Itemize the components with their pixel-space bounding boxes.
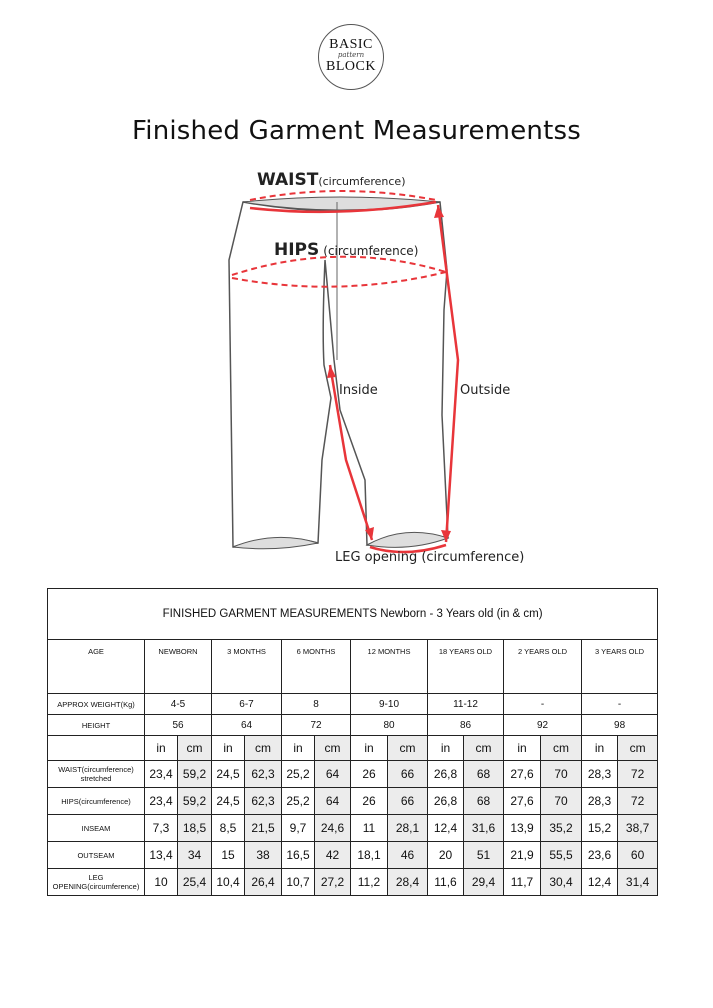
pants-diagram: [0, 160, 713, 580]
age-column-header: 3 YEARS OLD: [582, 640, 658, 694]
outside-label: Outside: [460, 383, 511, 398]
table-row: [48, 869, 658, 896]
logo-text-script: pattern: [337, 51, 365, 59]
measure-value: 24,5: [212, 761, 245, 788]
age-column-header: 18 YEARS OLD: [428, 640, 504, 694]
measure-value: 16,5: [282, 842, 315, 869]
height-cell: 86: [428, 715, 504, 736]
height-cell: 56: [145, 715, 212, 736]
measure-value: 24,6: [315, 815, 351, 842]
measure-value: 11,2: [351, 869, 388, 896]
measure-value: 21,5: [245, 815, 282, 842]
measure-value: 10,4: [212, 869, 245, 896]
measure-value: 8,5: [212, 815, 245, 842]
logo-text-top: BASIC: [329, 37, 373, 52]
unit-in: in: [212, 736, 245, 761]
age-column-header: 3 MONTHS: [212, 640, 282, 694]
measure-value: 51: [464, 842, 504, 869]
measure-value: 28,4: [388, 869, 428, 896]
weight-label: APPROX WEIGHT(Kg): [48, 694, 145, 715]
table-row: [48, 842, 658, 869]
measure-value: 55,5: [541, 842, 582, 869]
measure-value: 46: [388, 842, 428, 869]
measure-value: 18,5: [178, 815, 212, 842]
measure-value: 26: [351, 761, 388, 788]
measure-value: 28,1: [388, 815, 428, 842]
logo-text-bottom: BLOCK: [326, 59, 376, 74]
page-title: Finished Garment Measurementss: [132, 116, 581, 146]
measure-value: 23,4: [145, 788, 178, 815]
hips-label: HIPS (circumference): [274, 240, 419, 260]
unit-in: in: [504, 736, 541, 761]
measure-value: 42: [315, 842, 351, 869]
measure-value: 11,6: [428, 869, 464, 896]
height-label: HEIGHT: [48, 715, 145, 736]
measure-value: 30,4: [541, 869, 582, 896]
age-column-header: 12 MONTHS: [351, 640, 428, 694]
measure-value: 26,4: [245, 869, 282, 896]
measure-value: 24,5: [212, 788, 245, 815]
weight-cell: 11-12: [428, 694, 504, 715]
table-row: [48, 715, 658, 736]
brand-logo: [318, 24, 384, 90]
weight-cell: 6-7: [212, 694, 282, 715]
measure-value: 27,6: [504, 761, 541, 788]
measure-label: WAIST(circumference) stretched: [48, 761, 145, 788]
measure-label: OUTSEAM: [48, 842, 145, 869]
measure-value: 62,3: [245, 788, 282, 815]
measure-value: 38,7: [618, 815, 658, 842]
measure-value: 31,6: [464, 815, 504, 842]
measure-value: 66: [388, 788, 428, 815]
measure-value: 25,2: [282, 788, 315, 815]
measure-value: 23,4: [145, 761, 178, 788]
measure-value: 64: [315, 788, 351, 815]
outside-measure-line: [438, 205, 458, 542]
age-header: AGE: [48, 640, 145, 694]
measure-value: 10: [145, 869, 178, 896]
measure-value: 66: [388, 761, 428, 788]
unit-in: in: [145, 736, 178, 761]
unit-cm: cm: [245, 736, 282, 761]
measure-value: 10,7: [282, 869, 315, 896]
unit-cm: cm: [315, 736, 351, 761]
measure-value: 34: [178, 842, 212, 869]
measure-value: 26,8: [428, 788, 464, 815]
measure-value: 28,3: [582, 761, 618, 788]
measure-value: 72: [618, 761, 658, 788]
height-cell: 64: [212, 715, 282, 736]
weight-cell: 9-10: [351, 694, 428, 715]
measure-value: 18,1: [351, 842, 388, 869]
measure-value: 27,2: [315, 869, 351, 896]
weight-cell: -: [504, 694, 582, 715]
unit-cm: cm: [464, 736, 504, 761]
measure-value: 64: [315, 761, 351, 788]
height-cell: 98: [582, 715, 658, 736]
weight-cell: -: [582, 694, 658, 715]
hips-dashed-bottom: [232, 272, 446, 287]
measure-value: 27,6: [504, 788, 541, 815]
measure-value: 29,4: [464, 869, 504, 896]
measure-value: 13,9: [504, 815, 541, 842]
measure-value: 68: [464, 761, 504, 788]
right-leg-opening: [367, 532, 448, 547]
measure-value: 12,4: [428, 815, 464, 842]
measure-value: 15,2: [582, 815, 618, 842]
measure-value: 28,3: [582, 788, 618, 815]
measure-value: 25,4: [178, 869, 212, 896]
measure-value: 11: [351, 815, 388, 842]
age-column-header: 6 MONTHS: [282, 640, 351, 694]
height-cell: 72: [282, 715, 351, 736]
measure-value: 11,7: [504, 869, 541, 896]
table-row: [48, 640, 658, 694]
measure-value: 9,7: [282, 815, 315, 842]
measure-value: 70: [541, 761, 582, 788]
measure-value: 62,3: [245, 761, 282, 788]
unit-in: in: [282, 736, 315, 761]
measure-value: 12,4: [582, 869, 618, 896]
unit-in: in: [351, 736, 388, 761]
measure-value: 23,6: [582, 842, 618, 869]
weight-cell: 4-5: [145, 694, 212, 715]
unit-cm: cm: [541, 736, 582, 761]
measure-value: 59,2: [178, 788, 212, 815]
waist-label: WAIST(circumference): [257, 170, 406, 190]
measure-value: 20: [428, 842, 464, 869]
weight-cell: 8: [282, 694, 351, 715]
measure-value: 70: [541, 788, 582, 815]
table-row: [48, 815, 658, 842]
table-caption: FINISHED GARMENT MEASUREMENTS Newborn - 3 Years old (in & cm): [48, 589, 658, 640]
table-row: [48, 694, 658, 715]
measure-value: 7,3: [145, 815, 178, 842]
age-column-header: NEWBORN: [145, 640, 212, 694]
measure-value: 26,8: [428, 761, 464, 788]
measure-value: 25,2: [282, 761, 315, 788]
measure-value: 15: [212, 842, 245, 869]
height-cell: 80: [351, 715, 428, 736]
measure-value: 26: [351, 788, 388, 815]
unit-cm: cm: [388, 736, 428, 761]
measure-value: 13,4: [145, 842, 178, 869]
measure-value: 72: [618, 788, 658, 815]
unit-cm: cm: [618, 736, 658, 761]
unit-cm: cm: [178, 736, 212, 761]
unit-in: in: [428, 736, 464, 761]
left-leg-opening: [233, 537, 318, 548]
inside-label: Inside: [339, 383, 378, 398]
measure-value: 21,9: [504, 842, 541, 869]
measure-value: 59,2: [178, 761, 212, 788]
measure-value: 38: [245, 842, 282, 869]
hips-dashed-top: [232, 257, 446, 275]
table-row: [48, 761, 658, 788]
age-column-header: 2 YEARS OLD: [504, 640, 582, 694]
height-cell: 92: [504, 715, 582, 736]
measure-label: HIPS(circumference): [48, 788, 145, 815]
table-row: [48, 788, 658, 815]
leg-opening-label: LEG opening (circumference): [335, 550, 525, 565]
measure-value: 31,4: [618, 869, 658, 896]
measure-label: INSEAM: [48, 815, 145, 842]
measurements-table: [47, 588, 658, 896]
measure-value: 68: [464, 788, 504, 815]
measure-value: 60: [618, 842, 658, 869]
table-row: [48, 736, 658, 761]
waist-band: [243, 197, 440, 210]
measure-value: 35,2: [541, 815, 582, 842]
unit-in: in: [582, 736, 618, 761]
measure-label: LEG OPENING(circumference): [48, 869, 145, 896]
unit-row-blank: [48, 736, 145, 761]
